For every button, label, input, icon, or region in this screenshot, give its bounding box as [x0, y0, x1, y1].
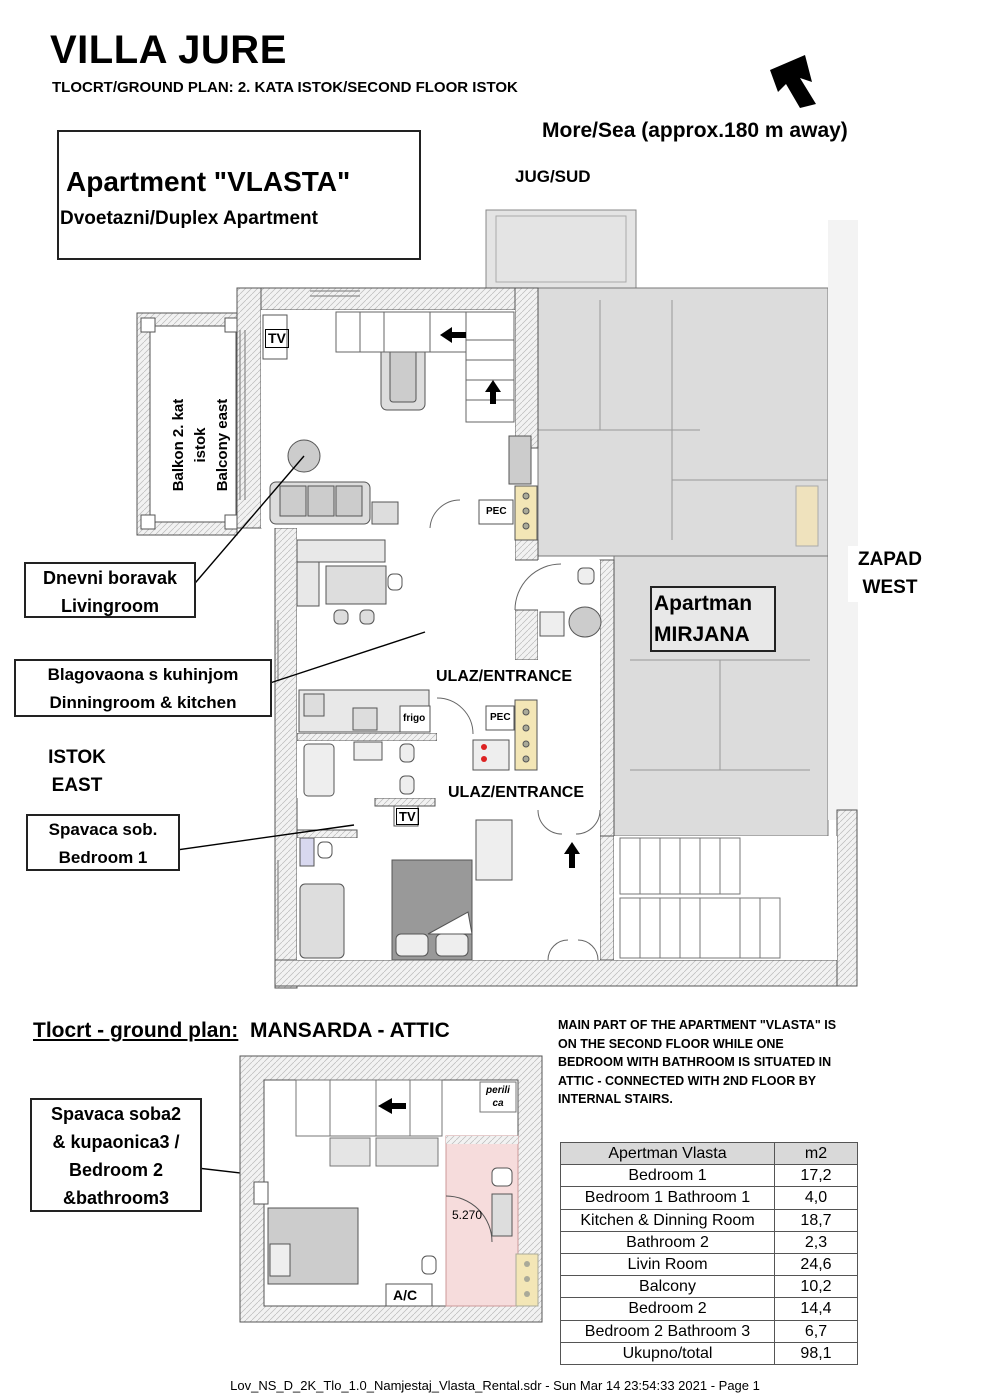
south-label: JUG/SUD	[515, 167, 591, 186]
west-label	[848, 546, 932, 602]
east-label	[40, 744, 114, 800]
table-row	[561, 1320, 858, 1342]
bedroom1-label	[26, 814, 180, 871]
area-row-value: 17,2	[775, 1165, 858, 1187]
table-row	[561, 1276, 858, 1298]
area-row-name: Bedroom 2	[561, 1298, 775, 1320]
area-row-value: 6,7	[775, 1320, 858, 1342]
area-row-value: 18,7	[775, 1209, 858, 1231]
area-row-value: 24,6	[775, 1253, 858, 1275]
page-title: VILLA JURE	[50, 28, 287, 72]
table-row	[561, 1342, 858, 1364]
bedroom2-label-3: Bedroom 2	[68, 1160, 164, 1180]
bedroom2-label-1: Spavaca soba2	[50, 1104, 182, 1124]
area-row-name: Bathroom 2	[561, 1231, 775, 1253]
laundry-label: perili ca	[486, 1085, 510, 1109]
fridge-label: frigo	[403, 713, 426, 724]
area-table-header-unit: m2	[775, 1143, 858, 1165]
stove-label-hall: PEC	[490, 712, 511, 723]
dining-label	[14, 659, 272, 717]
entrance-label-2: ULAZ/ENTRANCE	[448, 784, 584, 801]
dining-label-en: Dinningroom & kitchen	[49, 693, 237, 712]
attic-title-main: MANSARDA - ATTIC	[249, 1019, 450, 1042]
footer-filename: Lov_NS_D_2K_Tlo_1.0_Namjestaj_Vlasta_Rental.sdr - Sun Mar 14 23:54:33 2021 - Page 1	[230, 1378, 760, 1393]
attic-title-prefix: Tlocrt - ground plan:	[33, 1019, 239, 1042]
neighbour-label-line2: MIRJANA	[654, 623, 750, 646]
dimension-value: 5.270	[452, 1208, 483, 1222]
bedroom1-label-en: Bedroom 1	[58, 848, 148, 867]
neighbour-label-line1: Apartman	[654, 592, 753, 615]
table-row	[561, 1187, 858, 1209]
attic-title	[33, 1019, 450, 1043]
west-label-en: WEST	[862, 577, 918, 598]
area-row-name: Bedroom 2 Bathroom 3	[561, 1320, 775, 1342]
apartment-type: Dvoetazni/Duplex Apartment	[60, 208, 318, 229]
area-row-value: 4,0	[775, 1187, 858, 1209]
stove-label-living: PEC	[486, 506, 507, 517]
livingroom-label-hr: Dnevni boravak	[42, 568, 178, 588]
area-row-value: 98,1	[775, 1342, 858, 1364]
bedroom2-label-2: & kupaonica3 /	[52, 1132, 180, 1152]
table-row	[561, 1231, 858, 1253]
ac-label: A/C	[393, 1287, 418, 1303]
livingroom-label-en: Livingroom	[61, 596, 159, 616]
table-row	[561, 1209, 858, 1231]
bedroom2-label	[30, 1098, 202, 1212]
table-row	[561, 1298, 858, 1320]
area-row-name: Livin Room	[561, 1253, 775, 1275]
area-row-name: Bedroom 1	[561, 1165, 775, 1187]
area-table	[560, 1142, 858, 1365]
area-row-value: 2,3	[775, 1231, 858, 1253]
area-table-header-name: Apertman Vlasta	[561, 1143, 775, 1165]
east-label-hr: ISTOK	[48, 747, 106, 768]
area-row-name: Ukupno/total	[561, 1342, 775, 1364]
balcony-label-en: Balcony east	[214, 398, 231, 492]
livingroom-label	[24, 562, 196, 618]
tv-label-living: TV	[265, 329, 289, 348]
north-arrow-icon	[770, 55, 816, 108]
page-subtitle: TLOCRT/GROUND PLAN: 2. KATA ISTOK/SECOND FLOOR ISTOK	[52, 79, 518, 96]
bedroom2-label-4: &bathroom3	[62, 1188, 169, 1208]
tv-label-bedroom: TV	[396, 808, 419, 825]
table-row	[561, 1165, 858, 1187]
area-row-name: Kitchen & Dinning Room	[561, 1209, 775, 1231]
east-label-en: EAST	[51, 775, 103, 796]
dimension-label	[452, 1208, 482, 1222]
sea-distance-label: More/Sea (approx.180 m away)	[542, 119, 848, 142]
area-row-name: Balcony	[561, 1276, 775, 1298]
dining-label-hr: Blagovaona s kuhinjom	[47, 665, 239, 684]
balcony-label	[168, 380, 234, 510]
area-row-name: Bedroom 1 Bathroom 1	[561, 1187, 775, 1209]
neighbour-apartment-label	[650, 586, 776, 652]
table-row	[561, 1253, 858, 1275]
area-table-header	[561, 1143, 858, 1165]
apartment-name: Apartment "VLASTA"	[66, 166, 351, 197]
entrance-label-1: ULAZ/ENTRANCE	[436, 668, 572, 685]
bedroom1-label-hr: Spavaca sob.	[48, 820, 158, 839]
area-row-value: 10,2	[775, 1276, 858, 1298]
west-label-hr: ZAPAD	[857, 549, 923, 570]
area-row-value: 14,4	[775, 1298, 858, 1320]
duplex-note: MAIN PART OF THE APARTMENT "VLASTA" IS ON THE SECOND FLOOR WHILE ONE BEDROOM WITH BATHROOM IS SITUATED IN ATTIC - CONNECTED WITH 2ND FLOOR BY INTERNAL STAIRS.	[558, 1018, 837, 1107]
balcony-label-hr: Balkon 2. kat istok	[170, 398, 209, 492]
